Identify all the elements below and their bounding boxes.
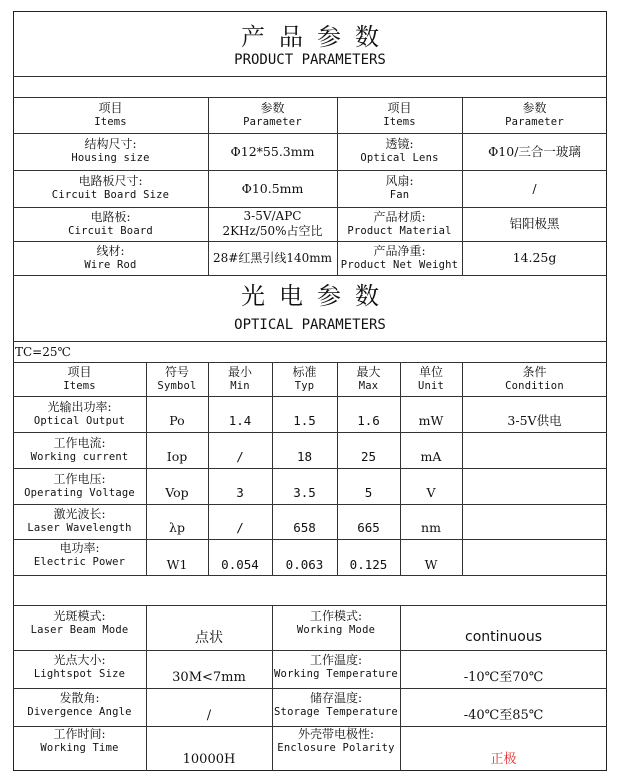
- mode-value: -40℃至85℃: [463, 707, 544, 723]
- product-label: 产品材质: Product Material: [347, 209, 452, 237]
- typ-cell: 658: [293, 520, 316, 536]
- optical-head-condition: 条件 Condition: [505, 364, 564, 392]
- condition-cell: [462, 517, 607, 539]
- product-value: 铝阳极黑: [509, 216, 560, 232]
- mode-label: 工作时间: Working Time: [40, 726, 119, 754]
- product-head-param-right: 参数 Parameter: [505, 100, 564, 128]
- optical-head-unit: 单位 Unit: [417, 364, 445, 392]
- mode-value: continuous: [465, 629, 542, 646]
- unit-cell: nm: [421, 520, 441, 536]
- optical-head-typ: 标准 Typ: [292, 364, 317, 392]
- page-subtitle: PRODUCT PARAMETERS: [234, 52, 386, 69]
- divider: [13, 341, 607, 342]
- unit-cell: mW: [418, 413, 444, 429]
- condition-cell: 3-5V供电: [507, 413, 562, 429]
- product-head-item-right: 项目 Items: [383, 100, 416, 128]
- section-title: 光电参数: [241, 282, 393, 311]
- mode-label: 工作温度: Working Temperature: [274, 652, 398, 680]
- min-cell: /: [236, 449, 244, 465]
- symbol-cell: Vop: [165, 485, 189, 501]
- condition-cell: [462, 446, 607, 468]
- mode-label: 光点大小: Lightspot Size: [33, 652, 126, 680]
- product-value: 28#红黑引线140mm: [213, 250, 332, 265]
- optical-header: [13, 276, 607, 340]
- min-cell: 3: [236, 485, 244, 501]
- product-label: 线材: Wire Rod: [84, 243, 137, 271]
- mode-label: 发散角: Divergence Angle: [27, 690, 132, 718]
- product-value: Φ12*55.3mm: [230, 143, 315, 159]
- product-value: 3-5V/APC 2KHz/50%占空比: [222, 209, 323, 238]
- product-label: 风扇: Fan: [385, 174, 414, 202]
- symbol-cell: W1: [166, 557, 188, 573]
- product-value: /: [532, 180, 537, 196]
- min-cell: 1.4: [228, 413, 252, 429]
- mode-label: 工作模式: Working Mode: [296, 608, 376, 636]
- optical-row-label: 电功率: Electric Power: [33, 541, 126, 568]
- min-cell: 0.054: [221, 557, 259, 573]
- polarity-value: 正极: [490, 751, 517, 767]
- mode-value: /: [206, 707, 212, 723]
- optical-head-items: 项目 Items: [63, 364, 96, 392]
- product-value: Φ10/三合一玻璃: [488, 143, 581, 159]
- divider: [13, 76, 607, 77]
- typ-cell: 1.5: [293, 413, 316, 429]
- optical-row-label: 光输出功率: Optical Output: [33, 399, 126, 427]
- product-label: 产品净重: Product Net Weight: [340, 243, 459, 271]
- condition-cell: [462, 554, 607, 576]
- unit-cell: mA: [420, 449, 442, 465]
- mode-label: 外壳带电极性: Enclosure Polarity: [277, 726, 395, 754]
- max-cell: 0.125: [349, 557, 388, 573]
- optical-row-label: 激光波长: Laser Wavelength: [27, 507, 132, 535]
- optical-head-max: 最大 Max: [356, 364, 381, 392]
- optical-head-symbol: 符号 Symbol: [157, 364, 197, 392]
- header: [13, 20, 607, 72]
- mode-value: 30M<7mm: [172, 669, 246, 685]
- section-subtitle: OPTICAL PARAMETERS: [234, 317, 386, 334]
- page-title: 产品参数: [241, 23, 393, 52]
- tc-condition: TC=25℃: [15, 344, 71, 359]
- product-value: Φ10.5mm: [241, 180, 304, 196]
- typ-cell: 18: [296, 449, 313, 465]
- mode-label: 光斑模式: Laser Beam Mode: [30, 608, 129, 636]
- min-cell: /: [236, 520, 244, 536]
- symbol-cell: λp: [169, 520, 185, 536]
- optical-row-label: 工作电压: Operating Voltage: [24, 471, 135, 499]
- optical-row-label: 工作电流: Working current: [30, 435, 129, 463]
- symbol-cell: Po: [169, 413, 185, 429]
- product-label: 透镜: Optical Lens: [360, 137, 439, 165]
- optical-head-min: 最小 Min: [227, 364, 252, 392]
- product-label: 结构尺寸: Housing size: [71, 137, 150, 165]
- typ-cell: 0.063: [285, 557, 324, 573]
- mode-label: 储存温度: Storage Temperature: [274, 690, 398, 718]
- condition-cell: [462, 482, 607, 504]
- mode-value: 点状: [195, 630, 223, 647]
- max-cell: 1.6: [357, 413, 380, 429]
- unit-cell: V: [426, 485, 436, 501]
- product-value: 14.25g: [512, 250, 557, 266]
- mode-value: 10000H: [182, 751, 236, 767]
- symbol-cell: Iop: [166, 449, 188, 465]
- product-head-item-left: 项目 Items: [94, 100, 127, 128]
- max-cell: 665: [357, 520, 380, 536]
- product-label: 电路板尺寸: Circuit Board Size: [51, 174, 170, 202]
- max-cell: 5: [364, 485, 373, 501]
- unit-cell: W: [424, 557, 438, 573]
- mode-value: -10℃至70℃: [463, 669, 544, 685]
- typ-cell: 3.5: [293, 485, 316, 501]
- product-label: 电路板: Circuit Board: [68, 209, 153, 237]
- max-cell: 25: [360, 449, 377, 465]
- product-head-param-left: 参数 Parameter: [243, 100, 302, 128]
